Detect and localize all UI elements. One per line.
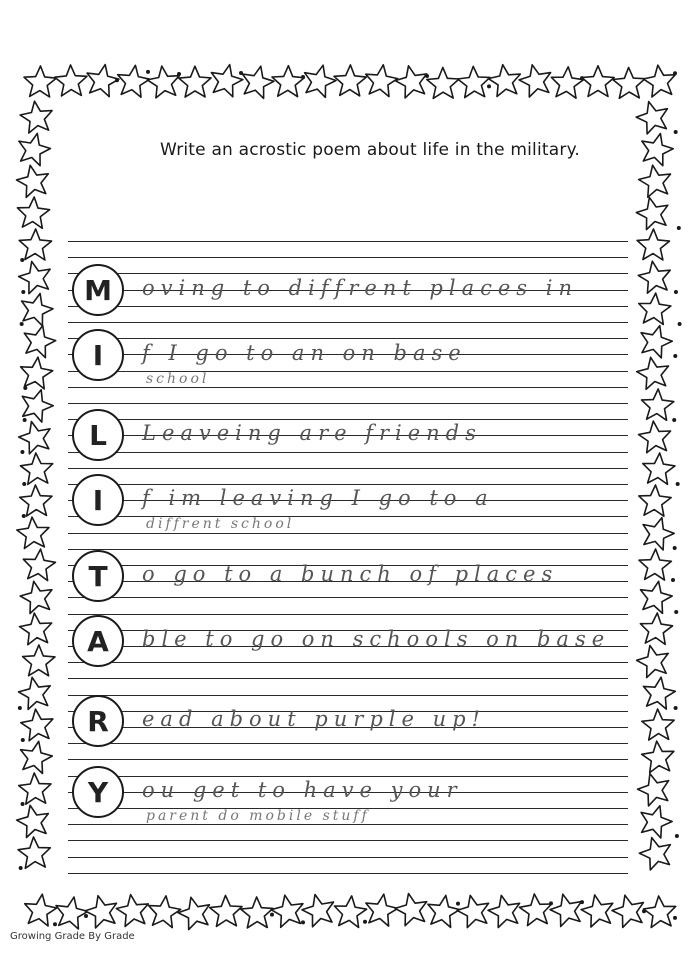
handwritten-line: Leaveing are friends [142, 421, 482, 445]
dot-icon [115, 78, 119, 82]
writing-line [68, 306, 628, 307]
star-icon [22, 390, 53, 422]
star-icon [519, 65, 551, 97]
dot-icon [677, 226, 681, 230]
handwritten-line-continued: parent do mobile stuff [146, 808, 370, 824]
dot-icon [301, 75, 305, 79]
star-icon [581, 895, 613, 927]
star-icon [488, 65, 520, 97]
writing-line [68, 597, 628, 598]
star-icon [116, 895, 148, 927]
star-icon [642, 389, 674, 420]
star-icon [211, 65, 243, 97]
star-icon [427, 68, 459, 99]
dot-icon [678, 322, 682, 326]
writing-line [68, 241, 628, 242]
star-icon [637, 645, 669, 677]
star-icon [17, 197, 49, 228]
writing-line [68, 743, 628, 744]
dot-icon [22, 514, 26, 518]
dot-icon [487, 84, 491, 88]
star-icon [550, 894, 581, 926]
star-icon [641, 806, 672, 838]
dot-icon [22, 482, 26, 486]
star-icon [457, 895, 489, 927]
dot-icon [673, 916, 677, 920]
writing-line [68, 419, 628, 420]
star-icon [639, 485, 671, 516]
star-icon [639, 549, 671, 580]
writing-line [68, 403, 628, 404]
star-icon [210, 895, 242, 926]
dot-icon [20, 322, 24, 326]
writing-line [68, 857, 628, 858]
writing-line [68, 338, 628, 339]
star-icon [640, 613, 672, 644]
star-icon [271, 895, 303, 927]
star-icon [488, 895, 519, 927]
handwritten-line: f I go to an on base [142, 341, 467, 365]
credit-text: Growing Grade By Grade [10, 931, 135, 942]
star-icon [20, 101, 52, 133]
writing-line [68, 468, 628, 469]
star-icon [366, 894, 398, 926]
writing-line [68, 776, 628, 777]
writing-line [68, 484, 628, 485]
handwritten-line: ble to go on schools on base [142, 627, 611, 651]
star-icon [21, 709, 53, 741]
star-icon [638, 774, 669, 806]
star-icon [19, 677, 51, 709]
star-icon [639, 838, 670, 870]
acrostic-letter-m: M [72, 264, 124, 316]
star-icon [428, 895, 460, 927]
acrostic-letter-r: R [72, 695, 124, 747]
star-icon [458, 66, 490, 97]
star-icon [21, 741, 53, 773]
star-icon [395, 894, 427, 926]
star-icon [85, 896, 117, 928]
writing-line [68, 759, 628, 760]
writing-line [68, 695, 628, 696]
writing-line [68, 452, 628, 453]
star-icon [242, 66, 274, 98]
dot-icon [23, 386, 27, 390]
star-icon [636, 102, 667, 134]
dot-icon [270, 913, 274, 917]
star-icon [55, 65, 87, 96]
star-icon [20, 613, 52, 645]
writing-line [68, 840, 628, 841]
star-icon [20, 485, 52, 516]
star-icon [639, 293, 671, 324]
acrostic-letter-a: A [72, 615, 124, 667]
writing-line [68, 549, 628, 550]
star-icon [19, 261, 50, 293]
star-icon [17, 165, 49, 197]
dot-icon [425, 74, 429, 78]
star-icon [19, 133, 51, 165]
star-icon [241, 897, 273, 928]
star-icon [644, 896, 676, 928]
star-icon [642, 741, 674, 773]
star-icon [118, 65, 150, 97]
star-icon [643, 453, 675, 484]
writing-line [68, 387, 628, 388]
dot-icon [672, 418, 676, 422]
star-icon [20, 581, 52, 613]
dot-icon [580, 900, 584, 904]
star-icon [639, 421, 671, 453]
star-icon [334, 896, 366, 928]
handwritten-line: ou get to have your [142, 778, 463, 802]
star-icon [551, 67, 583, 98]
star-icon [24, 66, 56, 97]
star-icon [643, 677, 675, 709]
dot-icon [18, 706, 22, 710]
dot-icon [674, 706, 678, 710]
star-icon [638, 261, 670, 293]
handwritten-line-continued: diffrent school [146, 516, 295, 532]
star-icon [17, 517, 49, 548]
star-icon [147, 66, 179, 98]
writing-line [68, 873, 628, 874]
star-icon [19, 773, 51, 804]
star-icon [612, 895, 643, 927]
star-icon [17, 805, 49, 837]
star-icon [641, 326, 672, 358]
star-icon [636, 197, 668, 229]
acrostic-letter-i: I [72, 329, 124, 381]
star-icon [305, 65, 336, 97]
star-icon [642, 709, 674, 740]
star-icon [613, 67, 645, 98]
star-icon [519, 894, 551, 926]
dot-icon [674, 130, 678, 134]
dot-icon [301, 920, 305, 924]
star-icon [178, 897, 209, 929]
star-icon [20, 453, 52, 484]
star-icon [25, 894, 57, 926]
handwritten-line-continued: school [146, 371, 210, 387]
star-icon [179, 66, 211, 97]
star-icon [272, 66, 304, 97]
star-icon [23, 645, 55, 676]
star-icon [302, 895, 334, 927]
writing-line [68, 662, 628, 663]
writing-line [68, 322, 628, 323]
star-icon [23, 549, 55, 581]
acrostic-letter-t: T [72, 550, 124, 602]
dot-icon [21, 802, 25, 806]
handwritten-line: o go to a bunch of places [142, 562, 559, 586]
dot-icon [674, 610, 678, 614]
dot-icon [53, 922, 57, 926]
dot-icon [20, 450, 24, 454]
writing-line [68, 533, 628, 534]
dot-icon [177, 72, 181, 76]
dot-icon [21, 738, 25, 742]
dot-icon [673, 354, 677, 358]
dot-icon [19, 866, 23, 870]
dot-icon [676, 482, 680, 486]
star-icon [639, 165, 671, 197]
star-icon [582, 66, 614, 97]
star-icon [395, 66, 427, 98]
dot-icon [674, 290, 678, 294]
acrostic-letter-l: L [72, 409, 124, 461]
star-icon [637, 357, 669, 389]
star-icon [87, 65, 119, 97]
star-icon [637, 229, 669, 260]
star-icon [24, 326, 55, 358]
dot-icon [671, 578, 675, 582]
star-icon [21, 357, 53, 389]
star-icon [643, 518, 674, 550]
handwritten-line: oving to diffrent places in [142, 276, 578, 300]
star-icon [334, 65, 366, 96]
dot-icon [146, 70, 150, 74]
dot-icon [549, 901, 553, 905]
star-icon [149, 896, 181, 928]
writing-line [68, 273, 628, 274]
star-icon [22, 294, 53, 326]
writing-line [68, 614, 628, 615]
star-icon [19, 229, 51, 260]
dot-icon [673, 546, 677, 550]
handwritten-line: ead about purple up! [142, 707, 486, 731]
acrostic-letter-y: Y [72, 766, 124, 818]
dot-icon [673, 71, 677, 75]
star-icon [366, 65, 398, 97]
star-icon [19, 422, 50, 454]
writing-line [68, 824, 628, 825]
writing-line [68, 678, 628, 679]
handwritten-line: f im leaving I go to a [142, 486, 494, 510]
dot-icon [363, 920, 367, 924]
dot-icon [23, 418, 27, 422]
acrostic-letter-i: I [72, 474, 124, 526]
star-icon [643, 65, 675, 97]
worksheet-title: Write an acrostic poem about life in the military. [159, 140, 581, 160]
dot-icon [675, 834, 679, 838]
star-icon [56, 897, 88, 929]
dot-icon [21, 290, 25, 294]
dot-icon [84, 914, 88, 918]
writing-line [68, 257, 628, 258]
dot-icon [20, 258, 24, 262]
star-icon [641, 581, 673, 613]
dot-icon [456, 902, 460, 906]
star-icon [18, 837, 50, 868]
